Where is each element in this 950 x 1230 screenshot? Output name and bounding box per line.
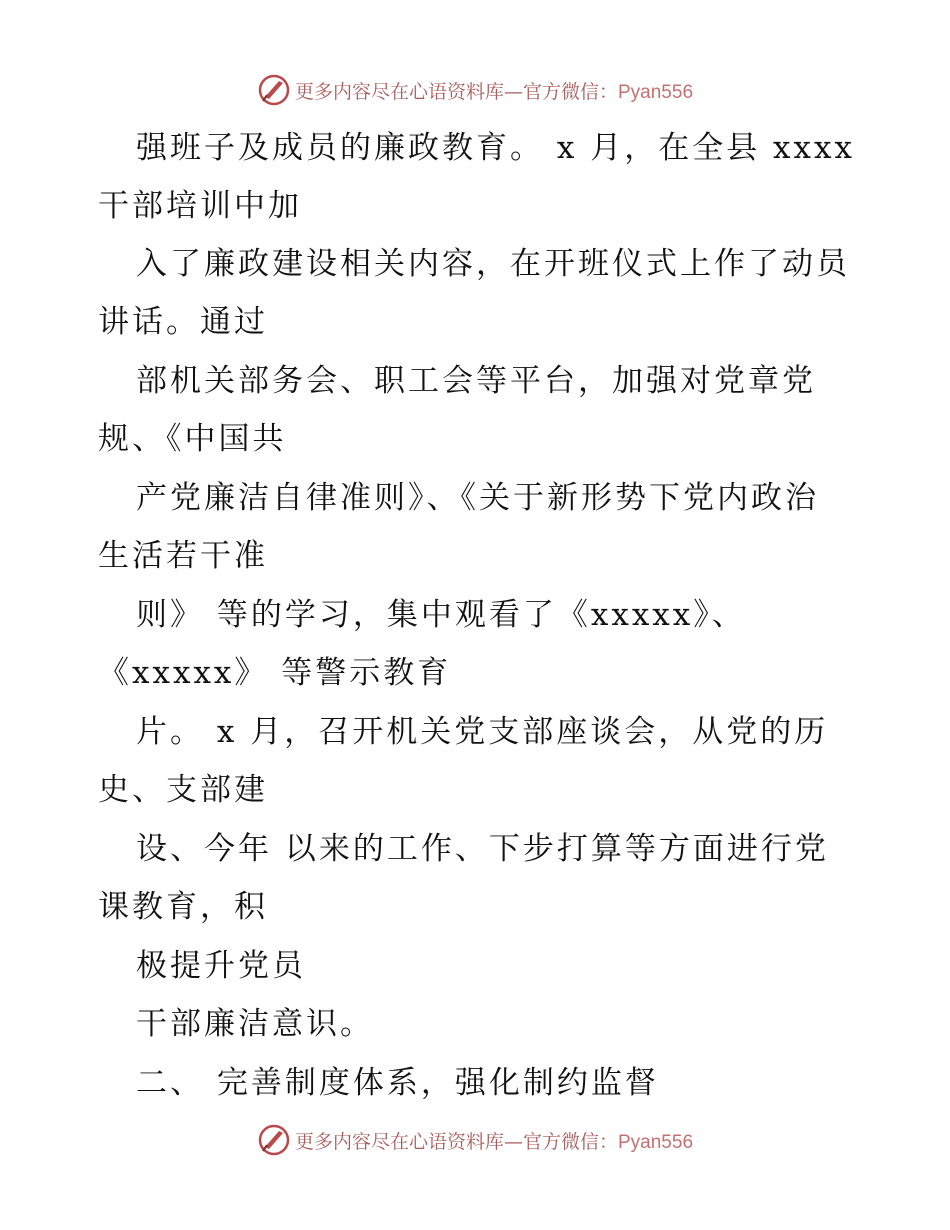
body-line-1: 强班子及成员的廉政教育。 x 月，在全县 xxxx bbox=[136, 130, 855, 166]
body-line-12: 史、支部建 bbox=[98, 772, 268, 808]
quill-logo-icon bbox=[257, 73, 291, 107]
body-line-6: 规、《中国共 bbox=[98, 421, 287, 457]
body-line-8: 生活若干准 bbox=[98, 538, 268, 574]
body-line-14: 课教育，积 bbox=[98, 889, 268, 925]
body-line-9: 则》 等的学习，集中观看了《xxxxx》、 bbox=[136, 597, 746, 633]
footer-watermark bbox=[0, 1120, 950, 1160]
body-line-10: 《xxxxx》 等警示教育 bbox=[98, 655, 452, 691]
body-line-13: 设、今年 以来的工作、下步打算等方面进行党 bbox=[136, 831, 829, 867]
body-line-11: 片。 x 月，召开机关党支部座谈会，从党的历 bbox=[136, 714, 829, 750]
header-watermark bbox=[0, 70, 950, 110]
body-line-5: 部机关部务会、职工会等平台，加强对党章党 bbox=[136, 363, 816, 399]
body-line-15: 极提升党员 bbox=[136, 948, 306, 984]
quill-logo-icon bbox=[257, 1123, 291, 1157]
watermark-text: 更多内容尽在心语资料库—官方微信：Pyan556 bbox=[294, 1130, 694, 1153]
body-line-2: 干部培训中加 bbox=[98, 188, 302, 224]
body-line-16: 干部廉洁意识。 bbox=[136, 1006, 374, 1042]
body-line-4: 讲话。通过 bbox=[98, 304, 268, 340]
watermark-text: 更多内容尽在心语资料库—官方微信：Pyan556 bbox=[294, 80, 694, 103]
body-line-3: 入了廉政建设相关内容，在开班仪式上作了动员 bbox=[136, 246, 850, 282]
body-line-7: 产党廉洁自律准则》、《关于新形势下党内政治 bbox=[136, 480, 819, 516]
section-heading: 二、 完善制度体系，强化制约监督 bbox=[136, 1065, 659, 1101]
